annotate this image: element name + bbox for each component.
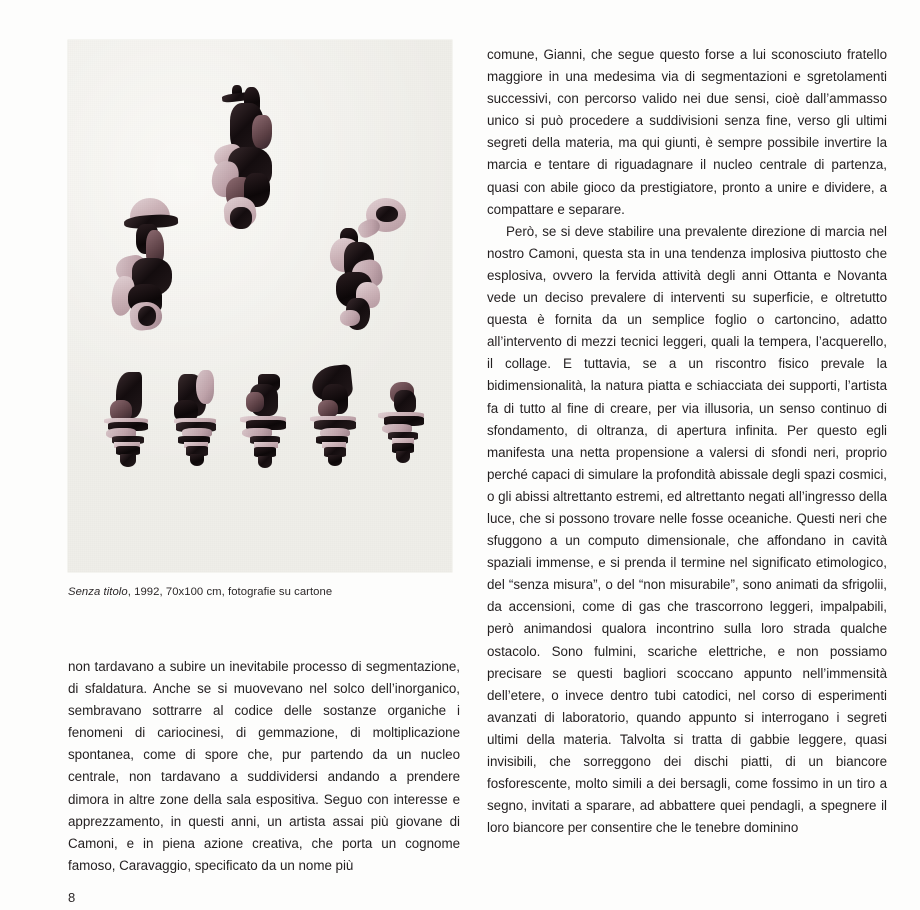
figure-caption xyxy=(68,585,460,599)
page-number: 8 xyxy=(68,890,76,905)
figure-caption-details: , 1992, 70x100 cm, fotografie su cartone xyxy=(127,586,333,598)
paragraph: Però, se si deve stabilire una prevalente direzione di marcia nel nostro Camoni, questa sta in una tendenza implosiva piuttosto che esplosiva, ovvero la fervida attività degli anni Ottanta e Novanta vede un deciso prevalere di interventi su superficie, e oltretutto questa è fornita da un semplice foglio o cartoncino, adatto all’intervento di mezzi tecnici leggeri, quali la tempera, l’acquerello, il collage. E tuttavia, se a un riscontro fisico prevale la bidimensionalità, la natura piatta e schiacciata dei supporti, l’artista fa di tutto al fine di creare, per via illusoria, un senso continuo di sfondamento, di oltranza, di apertura infinita. Per questo egli manifesta una netta propensione a valersi di sfondi neri, proprio perché capaci di simulare la profondità abissale degli spazi cosmici, o gli abissi altrettanto estremi, ed altrettanto negati all’ingresso della luce, che si possono trovare nelle fosse oceaniche. Questi neri che sfuggono a un computo dimensionale, che affondano in cavità spaziali immense, e si prenda il termine nel significato etimologico, del “senza misura”, o del “non misurabile”, sono animati da sfrigolii, da accensioni, come di gas che trascorrono leggeri, impalpabili, però animandosi qualora incontrino sulla loro strada qualche ostacolo. Sono fulmini, scariche elettriche, e non possiamo precisare se questi bagliori scoccano appunto nell’immensità dell’etere, o invece dentro tubi catodici, nel corso di esperimenti avanzati di laboratorio, quando appunto si interrogano i segreti ultimi della materia. Talvolta si tratta di gabbie leggere, quasi invisibili, che sorreggono dei dischi piatti, di un biancore fosforescente, molto simili a dei bersagli, come fossimo in un tiro a segno, invitati a sparare, ad abbattere quei pendagli, a spegnere il loro biancore per consentire che le tenebre dominino xyxy=(487,223,887,836)
artwork-paper-grain xyxy=(68,40,452,572)
paragraph: comune, Gianni, che segue questo forse a lui sconosciuto fratello maggiore in una medesima via di segmentazioni e sgretolamenti successivi, con percorso valido nei due sensi, cioè dall’ammasso unico si può procedere a suddivisioni senza fine, verso gli ultimi segreti della materia, ma qui giunti, è sempre possibile invertire la marcia e tentare di riguadagnare il nucleo centrale di partenza, quasi con abile gioco da prestigiatore, pronto a unire e dividere, a compattare e separare. xyxy=(487,47,887,217)
right-column-text xyxy=(487,44,887,839)
figure-caption-title: Senza titolo xyxy=(68,586,128,598)
left-column-text xyxy=(68,656,460,877)
artwork-figure xyxy=(68,40,452,572)
left-column xyxy=(68,40,460,905)
right-column xyxy=(487,44,887,839)
paragraph: non tardavano a subire un inevitabile processo di segmentazione, di sfaldatura. Anche se si muovevano nel solco dell’inorganico, sembravano sottrarre al codice delle sostanze organiche i fenomeni di cariocinesi, di gemmazione, di moltiplicazione spontanea, come di spore che, pur partendo da un nucleo centrale, non tardavano a suddividersi andando a prendere dimora in altre zone della sala espositiva. Seguo con interesse e apprezzamento, in questi anni, un artista assai più giovane di Camoni, e in piena azione creativa, che porta un cognome famoso, Caravaggio, specificato da un nome più xyxy=(68,659,460,873)
